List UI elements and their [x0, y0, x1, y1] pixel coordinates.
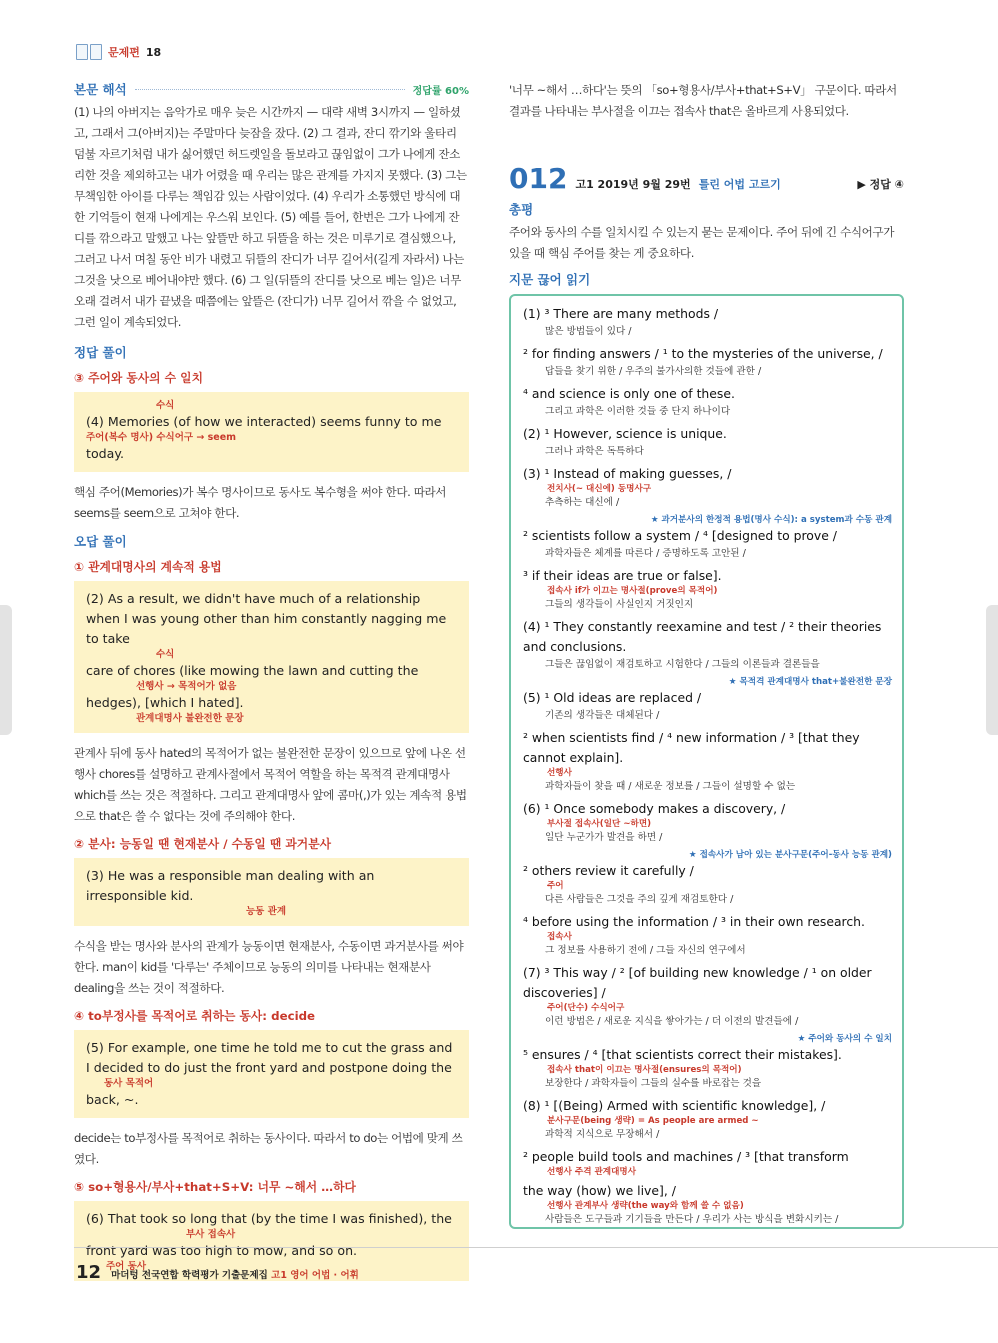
- wrong4-head: ⑤ so+형용사/부사+that+S+V: 너무 ~해서 …하다: [74, 1180, 356, 1194]
- grammar-annotation: 전치사(~ 대신에) 동명사구: [547, 484, 652, 494]
- wrong1-ann2: 선행사 → 목적어가 없음: [136, 681, 237, 692]
- korean-translation: 답들을 찾기 위한 / 우주의 불가사의한 것들에 관한 /: [545, 366, 762, 377]
- reading-item: [523, 344, 892, 380]
- english-sentence: ⁴ before using the information / ³ in their own research.: [523, 914, 865, 929]
- translation-text: (1) 나의 아버지는 음악가로 매우 늦은 시간까지 — 대략 새벽 3시까지 — 일하셨고, 그래서 그(아버지)는 주말마다 늦잠을 잤다. (2) 그 결과, 잔디 깎기와 울타리 덤불 자르기처럼 내가 싫어했던 허드렛일을 돌보라고 끊임없이 그가 나에게 잔소리한 것을 제외하고는 내가 어렸을 때 우리는 많은 관계를 가지지 못했다. (3) 그는 무책임한 아이를 다루는 책임감 있는 사람이었다. (4) 우리가 소통했던 방식에 대한 기억들이 현재 나에게는 우스워 보인다. (5) 예를 들어, 한번은 그가 나에게 잔디를 깎으라고 말했고 나는 앞뜰만 하고 뒤뜰을 하는 것은 미루기로 결심했으나, 그러고 나서 며칠 동안 비가 내렸고 뒤뜰의 잔디가 너무 길어서(길게 자라서) 나는 그것을 낫으로 베어내야만 했다. (6) 그 일(뒤뜰의 잔디를 낫으로 베는 일)은 너무 오래 걸려서 내가 끝냈을 때쯤에는 앞뜰은 (잔디가) 너무 길어서 깎을 수 없었고, 그런 일이 계속되었다.: [74, 105, 467, 329]
- english-sentence: (5) ¹ Old ideas are replaced /: [523, 690, 702, 705]
- wrong3-line1: (5) For example, one time he told me to cut the grass and I decided to do just the front yard and postpone doing the: [86, 1040, 453, 1075]
- korean-translation: 그리고 과학은 이러한 것들 중 단지 하나이다: [545, 406, 731, 417]
- english-sentence: (7) ³ This way / ² [of building new knowledge / ¹ on older discoveries] /: [523, 965, 872, 1000]
- grammar-note: ★ 목적격 관계대명사 that+불완전한 문장: [728, 677, 892, 687]
- reading-item: [523, 1181, 892, 1228]
- reading-item: [523, 304, 892, 340]
- korean-translation: 과학자들은 체계를 따른다 / 증명하도록 고안된 /: [545, 548, 746, 559]
- correct-rate: 정답률 60%: [412, 85, 469, 97]
- page-header: [76, 44, 161, 60]
- grammar-note: ★ 과거분사의 한정적 용법(명사 수식): a system과 수동 관계: [650, 515, 892, 525]
- grammar-annotation: 선행사: [547, 768, 572, 778]
- review-title: 총평: [509, 202, 534, 217]
- grammar-annotation: 접속사 if가 이끄는 명사절(prove의 목적어): [547, 586, 718, 596]
- english-sentence: (2) ¹ However, science is unique.: [523, 426, 727, 441]
- wrong4-line2: front yard was too high to mow, and so on.: [86, 1243, 358, 1258]
- reading-item: [523, 424, 892, 460]
- korean-translation: 그러나 과학은 독특하다: [545, 446, 644, 457]
- english-sentence: ² scientists follow a system / ⁴ [designed to prove /: [523, 528, 837, 543]
- footer-divider: [74, 1247, 998, 1248]
- reading-item: [523, 384, 892, 420]
- wrong4-ann2: 주어 동사: [106, 1261, 147, 1272]
- english-sentence: ² for finding answers / ¹ to the mysteries of the universe, /: [523, 346, 883, 361]
- korean-translation: 일단 누군가가 발견을 하면 /: [545, 832, 663, 843]
- wrong2-ann: 능동 관계: [246, 906, 287, 917]
- wrong1-line3: hedges), [which I hated].: [86, 695, 244, 710]
- footer-title: [111, 1267, 359, 1281]
- korean-translation: 기존의 생각들은 대체된다 /: [545, 710, 660, 721]
- english-sentence: the way (how) we live], /: [523, 1183, 676, 1198]
- wrong1-ann3: 관계대명사 불완전한 문장: [136, 713, 244, 724]
- wrong4-ann1: 부사 접속사: [186, 1229, 236, 1240]
- wrong3-line2: back, ~.: [86, 1092, 139, 1107]
- reading-item: [523, 963, 892, 1030]
- grammar-annotation: 접속사: [547, 932, 572, 942]
- answer-line2: today.: [86, 446, 125, 461]
- grammar-annotation: 접속사 that이 이끄는 명사절(ensures의 목적어): [547, 1065, 742, 1075]
- book-icon: [76, 44, 102, 60]
- reading-item: [523, 464, 892, 511]
- korean-translation: 이런 방법은 / 새로운 지식을 쌓아가는 / 더 이전의 발견들에 /: [545, 1016, 799, 1027]
- answer-explanation: 핵심 주어(Memories)가 복수 명사이므로 동사도 복수형을 써야 한다. 따라서 seems를 seem으로 고쳐야 한다.: [74, 485, 447, 520]
- wrong3-head: ④ to부정사를 목적어로 취하는 동사: decide: [74, 1009, 316, 1023]
- english-sentence: ² people build tools and machines / ³ [that transform: [523, 1149, 849, 1164]
- reading-box: [509, 294, 904, 1229]
- right-intro: '너무 ~해서 …하다'는 뜻의 「so+형용사/부사+that+S+V」 구문이다. 따라서 결과를 나타내는 부사절을 이끄는 접속사 that은 올바르게 사용되었다.: [509, 83, 897, 118]
- question-meta: 고1 2019년 9월 29번: [575, 178, 691, 191]
- right-page-tab[interactable]: [986, 605, 998, 735]
- answer-ann-bottom: 주어(복수 명사) 수식어구 → seem: [86, 432, 237, 443]
- english-sentence: (1) ³ There are many methods /: [523, 306, 719, 321]
- reading-title: 지문 끊어 읽기: [509, 272, 591, 287]
- english-sentence: ⁵ ensures / ⁴ [that scientists correct their mistakes].: [523, 1047, 842, 1062]
- wrong3-ann: 동사 목적어: [104, 1078, 154, 1089]
- section-translation-title: 본문 해석 정답률 60%: [74, 82, 469, 97]
- english-sentence: ³ if their ideas are true or false].: [523, 568, 722, 583]
- footer-book-title: 마더텅 전국연합 학력평가 기출문제집: [111, 1270, 268, 1281]
- header-page: 18: [145, 45, 162, 59]
- footer-subtitle: 고1 영어 어법 · 어휘: [271, 1270, 359, 1281]
- english-sentence: (4) ¹ They constantly reexamine and test / ² their theories and conclusions.: [523, 619, 882, 654]
- wrong1-line2: care of chores (like mowing the lawn and cutting the: [86, 663, 419, 678]
- section-answer-title: 정답 풀이: [74, 345, 127, 360]
- question-answer: ▶ 정답 ④: [857, 178, 904, 191]
- answer-line1: (4) Memories (of how we interacted) seems funny to me: [86, 414, 442, 429]
- wrong1-head: ① 관계대명사의 계속적 용법: [74, 560, 222, 574]
- wrong2-box: [74, 858, 469, 926]
- english-sentence: (6) ¹ Once somebody makes a discovery, /: [523, 801, 786, 816]
- english-sentence: ⁴ and science is only one of these.: [523, 386, 735, 401]
- wrong1-explanation: 관계사 뒤에 동사 hated의 목적어가 없는 불완전한 문장이 있으므로 앞에 나온 선행사 chores를 설명하고 관계사절에서 목적어 역할을 하는 목적격 관계대명사 which를 쓰는 것은 적절하다. 그리고 관계대명사 앞에 콤마(,)가 있는 계속적 용법으로 that은 쓸 수 없다는 것에 주의해야 한다.: [74, 746, 467, 823]
- header-label: 문제편: [108, 46, 140, 59]
- korean-translation: 과학적 지식으로 무장해서 /: [545, 1129, 660, 1140]
- korean-translation: 과학자들이 찾을 때 / 새로운 정보를 / 그들이 설명할 수 없는: [545, 781, 796, 792]
- left-page-tab[interactable]: [0, 605, 12, 735]
- answer-box: [74, 392, 469, 472]
- left-column: [74, 80, 469, 1291]
- korean-translation: 그 정보를 사용하기 전에 / 그들 자신의 연구에서: [545, 945, 746, 956]
- reading-item: [523, 912, 892, 959]
- page-footer: [76, 1262, 359, 1283]
- korean-translation: 그들은 끊임없이 재검토하고 시험한다 / 그들의 이론들과 결론들을: [545, 659, 820, 670]
- review-text: 주어와 동사의 수를 일치시킬 수 있는지 묻는 문제이다. 주어 뒤에 긴 수식어구가 있을 때 핵심 주어를 찾는 게 중요하다.: [509, 225, 895, 260]
- korean-translation: 그들의 생각들이 사실인지 거짓인지: [545, 599, 694, 610]
- wrong2-line1: (3) He was a responsible man dealing with an irresponsible kid.: [86, 868, 375, 903]
- korean-translation: 추측하는 대신에 /: [545, 497, 620, 508]
- question-type: 틀린 어법 고르기: [698, 178, 781, 191]
- reading-item: [523, 566, 892, 613]
- english-sentence: (3) ¹ Instead of making guesses, /: [523, 466, 732, 481]
- grammar-annotation: 주어(단수) 수식어구: [547, 1003, 625, 1013]
- grammar-note: ★ 접속사가 남아 있는 분사구문(주어-동사 능동 관계): [688, 850, 892, 860]
- english-sentence: ² when scientists find / ⁴ new information / ³ [that they cannot explain].: [523, 730, 860, 765]
- english-sentence: (8) ¹ [(Being) Armed with scientific knowledge], /: [523, 1098, 826, 1113]
- grammar-annotation: 선행사 주격 관계대명사: [547, 1167, 636, 1177]
- grammar-annotation: 분사구문(being 생략) = As people are armed ~: [547, 1116, 759, 1126]
- wrong1-box: [74, 581, 469, 733]
- section-wrong-title: 오답 풀이: [74, 534, 127, 549]
- grammar-annotation: 부사절 접속사(일단 ~하면): [547, 819, 652, 829]
- grammar-annotation: 주어: [547, 881, 564, 891]
- reading-item: [523, 677, 892, 724]
- wrong3-box: [74, 1030, 469, 1118]
- reading-item: [523, 1096, 892, 1143]
- korean-translation: 사람들은 도구들과 기기들을 만든다 / 우리가 사는 방식을 변화시키는 /: [545, 1214, 839, 1225]
- wrong2-head: ② 분사: 능동일 땐 현재분사 / 수동일 땐 과거분사: [74, 837, 331, 851]
- wrong1-ann1: 수식: [156, 649, 175, 660]
- grammar-note: ★ 주어와 동사의 수 일치: [797, 1034, 892, 1044]
- korean-translation: 많은 방법들이 있다 /: [545, 326, 632, 337]
- right-column: [509, 80, 904, 1229]
- wrong1-line1: (2) As a result, we didn't have much of a relationship when I was young other than him constantly nagging me to take: [86, 591, 447, 646]
- reading-item: [523, 1147, 892, 1178]
- grammar-annotation: 선행사 관계부사 생략(the way와 함께 쓸 수 없음): [547, 1201, 744, 1211]
- reading-item: [523, 799, 892, 846]
- korean-translation: 보장한다 / 과학자들이 그들의 실수를 바로잡는 것을: [545, 1078, 762, 1089]
- question-header: [509, 164, 904, 194]
- reading-item: [523, 617, 892, 673]
- korean-translation: 다른 사람들은 그것을 주의 깊게 재검토한다 /: [545, 894, 734, 905]
- english-sentence: ² others review it carefully /: [523, 863, 694, 878]
- question-number: 012: [509, 162, 568, 195]
- wrong3-explanation: decide는 to부정사를 목적어로 취하는 동사이다. 따라서 to do는 어법에 맞게 쓰였다.: [74, 1131, 463, 1166]
- reading-item: [523, 515, 892, 562]
- wrong2-explanation: 수식을 받는 명사와 분사의 관계가 능동이면 현재분사, 수동이면 과거분사를 써야 한다. man이 kid를 '다루는' 주체이므로 능동의 의미를 나타내는 현재분사 dealing을 쓰는 것이 적절하다.: [74, 939, 464, 995]
- answer-ann-top: 수식: [156, 400, 175, 411]
- footer-page-number: 12: [76, 1262, 102, 1283]
- answer-head: ③ 주어와 동사의 수 일치: [74, 371, 203, 385]
- reading-item: [523, 850, 892, 908]
- reading-item: [523, 728, 892, 795]
- reading-item: [523, 1034, 892, 1092]
- wrong4-line1: (6) That took so long that (by the time I was finished), the: [86, 1211, 452, 1226]
